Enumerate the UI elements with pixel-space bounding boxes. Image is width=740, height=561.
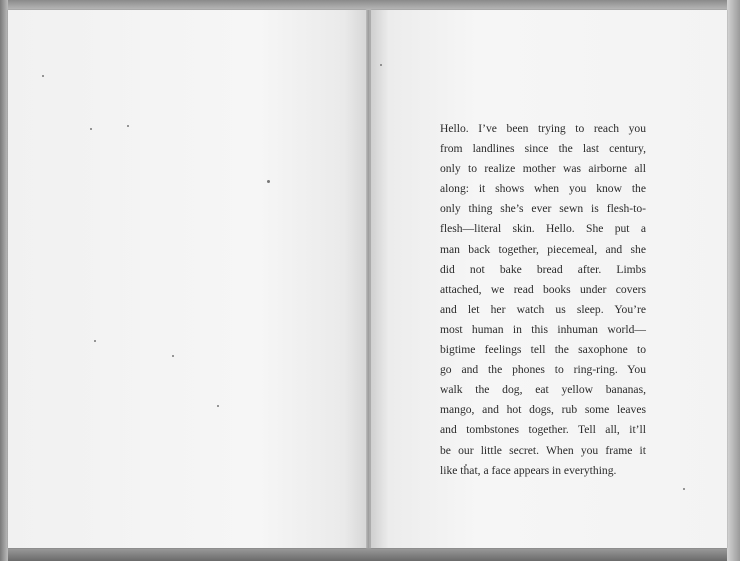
- poem-line: walk the dog, eat yellow bananas,: [440, 383, 646, 397]
- dust-speck: [127, 125, 129, 127]
- poem-line: only thing she’s ever sewn is flesh-to-: [440, 202, 646, 216]
- dust-speck: [267, 180, 270, 183]
- dust-speck: [94, 340, 96, 342]
- dust-speck: [380, 64, 382, 66]
- poem-line: did not bake bread after. Limbs: [440, 262, 646, 276]
- dust-speck: [217, 405, 219, 407]
- poem-line: mango, and hot dogs, rub some leaves: [440, 403, 646, 417]
- poem-text-block: [440, 119, 646, 481]
- poem-line: man back together, piecemeal, and she: [440, 242, 646, 256]
- scan-top-edge: [0, 0, 740, 10]
- scan-bottom-edge: [8, 548, 727, 561]
- left-page: [8, 10, 366, 548]
- poem-line: flesh—literal skin. Hello. She put a: [440, 222, 646, 236]
- poem-line: from landlines since the last century,: [440, 142, 646, 156]
- poem-line: go and the phones to ring-ring. You: [440, 363, 646, 377]
- poem-line: only to realize mother was airborne all: [440, 162, 646, 176]
- dust-speck: [683, 488, 685, 490]
- poem-line: bigtime feelings tell the saxophone to: [440, 343, 646, 357]
- dust-speck: [42, 75, 44, 77]
- dust-speck: [90, 128, 92, 130]
- poem-line: and let her watch us sleep. You’re: [440, 302, 646, 316]
- dust-speck: [172, 355, 174, 357]
- scan-right-edge: [727, 0, 740, 561]
- poem-line: attached, we read books under covers: [440, 282, 646, 296]
- poem-line: and tombstones together. Tell all, it’ll: [440, 423, 646, 437]
- scan-left-edge: [0, 0, 8, 561]
- poem-line: Hello. I’ve been trying to reach you: [440, 122, 646, 135]
- poem-line: most human in this inhuman world—: [440, 322, 646, 336]
- poem-line: like that, a face appears in everything.: [440, 463, 617, 477]
- poem-line: be our little secret. When you frame it: [440, 443, 646, 457]
- poem-line: along: it shows when you know the: [440, 182, 646, 196]
